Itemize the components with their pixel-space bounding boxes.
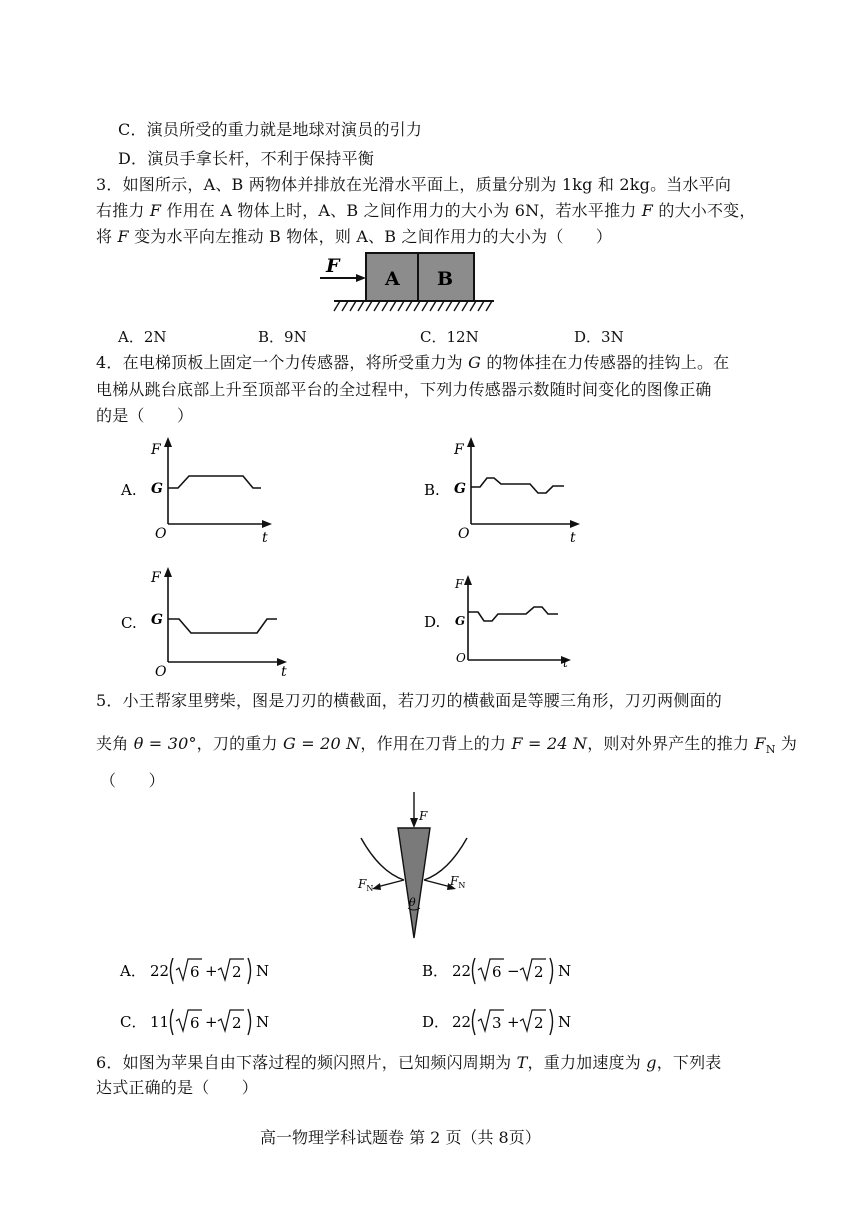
q5-option-d-coef: 22	[452, 1013, 472, 1031]
q5-option-b-radicand2: 2	[534, 963, 544, 981]
page-footer: 高一物理学科试题卷 第 2 页（共 8页）	[260, 1128, 541, 1147]
q3-ground-hatching	[334, 301, 492, 311]
q5-option-c-radicand1: 6	[190, 1014, 200, 1032]
q5-option-a-radicand2: 2	[232, 963, 242, 981]
q3-stem-line1: 3．如图所示，A、B 两物体并排放在光滑水平面上，质量分别为 1kg 和 2kg。当水平向	[96, 175, 732, 194]
q5-option-d-sign: +	[507, 1013, 520, 1031]
q4-graph-a-curve	[168, 476, 261, 488]
q5-option-a-radicand1: 6	[190, 963, 200, 981]
q4-graph-d-curve	[468, 607, 558, 621]
q4-graph-a-origin: O	[155, 526, 167, 542]
q3-force-label: F	[326, 255, 340, 277]
q5-option-d-label: D．	[422, 1013, 450, 1031]
q5-stem-line3: （ ）	[100, 771, 165, 790]
q3-option-a: A．2N	[118, 328, 167, 346]
q4-graph-b-origin: O	[458, 526, 470, 542]
q5-option-b-rparen	[550, 958, 553, 984]
q4-stem-line1: 4．在电梯顶板上固定一个力传感器，将所受重力为 G 的物体挂在力传感器的挂钩上。在	[96, 353, 730, 372]
q6-stem-line1: 6．如图为苹果自由下落过程的频闪照片，已知频闪周期为 T，重力加速度为 g，下列表	[96, 1053, 722, 1072]
q5-option-b	[420, 952, 620, 988]
q5-option-b-label: B．	[422, 962, 449, 980]
q5-option-a-lparen	[171, 958, 174, 984]
q5-option-d-radicand2: 2	[534, 1014, 544, 1032]
q5-fn-left-label: $F_N$	[358, 877, 374, 893]
q4-graph-c-g-label: G	[151, 612, 163, 628]
q4-graph-a-x-arrow	[262, 520, 272, 528]
q5-fn-right-label: $F_N$	[450, 874, 466, 890]
q4-graph-b	[418, 432, 593, 547]
q5-option-d-radicand1: 3	[492, 1014, 502, 1032]
q5-option-a-sign: +	[205, 962, 218, 980]
q5-stem-line1: 5．小王帮家里劈柴，图是刀刃的横截面，若刀刃的横截面是等腰三角形，刀刃两侧面的	[96, 691, 722, 710]
q5-option-a-label: A．	[120, 962, 146, 980]
q4-graph-d	[418, 570, 593, 675]
q4-graph-b-x-arrow	[570, 520, 580, 528]
q4-graph-c	[115, 560, 297, 680]
q5-option-d-lparen	[473, 1009, 476, 1035]
q5-force-label: F	[419, 809, 428, 823]
q4-graph-d-origin: O	[456, 651, 466, 665]
q3-figure-blocks	[318, 250, 500, 316]
q4-graph-d-y-label: F	[455, 577, 464, 591]
q5-blade-triangle	[398, 828, 430, 938]
q5-option-b-lparen	[473, 958, 476, 984]
q2-option-c: C．演员所受的重力就是地球对演员的引力	[118, 120, 423, 139]
q4-graph-c-y-arrow	[164, 567, 172, 577]
q5-option-a-coef: 22	[150, 962, 170, 980]
q4-graph-b-x-label: t	[570, 530, 576, 546]
q5-option-c-rparen	[248, 1009, 251, 1035]
q3-option-b: B．9N	[258, 328, 307, 346]
q4-stem-line3: 的是（ ）	[96, 406, 194, 425]
q4-stem-line2: 电梯从跳台底部上升至顶部平台的全过程中，下列力传感器示数随时间变化的图像正确	[96, 380, 712, 399]
q5-option-b-unit: N	[558, 962, 572, 980]
q3-force-arrowhead	[356, 274, 366, 282]
q4-graph-c-option: C.	[121, 614, 137, 632]
q4-graph-a-y-arrow	[164, 437, 172, 447]
q5-option-c-sign: +	[205, 1013, 218, 1031]
q5-option-a-unit: N	[256, 962, 270, 980]
q4-graph-c-y-label: F	[151, 570, 161, 586]
q5-option-c-lparen	[171, 1009, 174, 1035]
q4-graph-d-g-label: G	[455, 614, 466, 628]
q4-graph-d-option: D.	[424, 613, 441, 631]
q3-block-a-label: A	[385, 268, 400, 290]
q4-graph-a-y-label: F	[151, 442, 161, 458]
q4-graph-a-g-label: G	[151, 481, 163, 497]
q5-stem-line2: 夹角 θ = 30°，刀的重力 G = 20 N，作用在刀背上的力 F = 24 N，则对外界产生的推力 $F_N$ 为	[96, 734, 798, 757]
q5-option-b-coef: 22	[452, 962, 472, 980]
q3-block-b-label: B	[437, 268, 454, 290]
q5-option-c-coef: 11	[150, 1013, 170, 1031]
q3-stem-line3: 将 F 变为水平向左推动 B 物体，则 A、B 之间作用力的大小为（ ）	[96, 227, 613, 246]
q3-option-d: D．3N	[574, 328, 624, 346]
q3-stem-line2: 右推力 F 作用在 A 物体上时，A、B 之间作用力的大小为 6N，若水平推力 F 的大小不变，	[96, 201, 756, 220]
q4-graph-b-option: B.	[424, 481, 440, 499]
q5-option-d-unit: N	[558, 1013, 572, 1031]
q5-option-c-radicand2: 2	[232, 1014, 242, 1032]
q4-graph-b-g-label: G	[454, 481, 466, 497]
q4-graph-a	[115, 432, 285, 547]
q5-option-c-label: C．	[120, 1013, 147, 1031]
q5-figure-blade	[352, 788, 477, 944]
q5-fn-left-arrowhead	[372, 883, 381, 890]
q4-graph-d-y-arrow	[464, 575, 472, 585]
q5-option-b-sign: −	[507, 962, 520, 980]
q5-option-d-rparen	[550, 1009, 553, 1035]
q4-graph-a-x-label: t	[262, 530, 268, 546]
q5-option-c	[118, 1003, 318, 1039]
q4-graph-c-x-label: t	[281, 664, 287, 680]
q6-stem-line2: 达式正确的是（ ）	[96, 1078, 259, 1097]
q3-option-c: C．12N	[420, 328, 479, 346]
q4-graph-c-origin: O	[155, 664, 167, 680]
q5-option-a	[118, 952, 318, 988]
q5-option-b-radicand1: 6	[492, 963, 502, 981]
q5-option-d	[420, 1003, 620, 1039]
q5-wood-right-curve	[424, 838, 467, 880]
q5-option-a-rparen	[248, 958, 251, 984]
q5-angle-label: θ	[409, 896, 416, 909]
q5-fn-left-arrow	[377, 880, 404, 887]
q5-option-c-unit: N	[256, 1013, 270, 1031]
q4-graph-c-curve	[168, 619, 277, 633]
q5-fn-right-arrow	[424, 880, 451, 887]
q4-graph-b-y-arrow	[467, 437, 475, 447]
q4-graph-b-curve	[471, 478, 564, 493]
q4-graph-a-option: A.	[121, 481, 137, 499]
q5-force-arrowhead	[410, 818, 418, 828]
q4-graph-b-y-label: F	[454, 442, 464, 458]
q2-option-d: D．演员手拿长杆，不利于保持平衡	[118, 149, 375, 168]
q5-wood-left-curve	[361, 838, 404, 880]
q4-graph-d-x-label: t	[563, 656, 568, 670]
